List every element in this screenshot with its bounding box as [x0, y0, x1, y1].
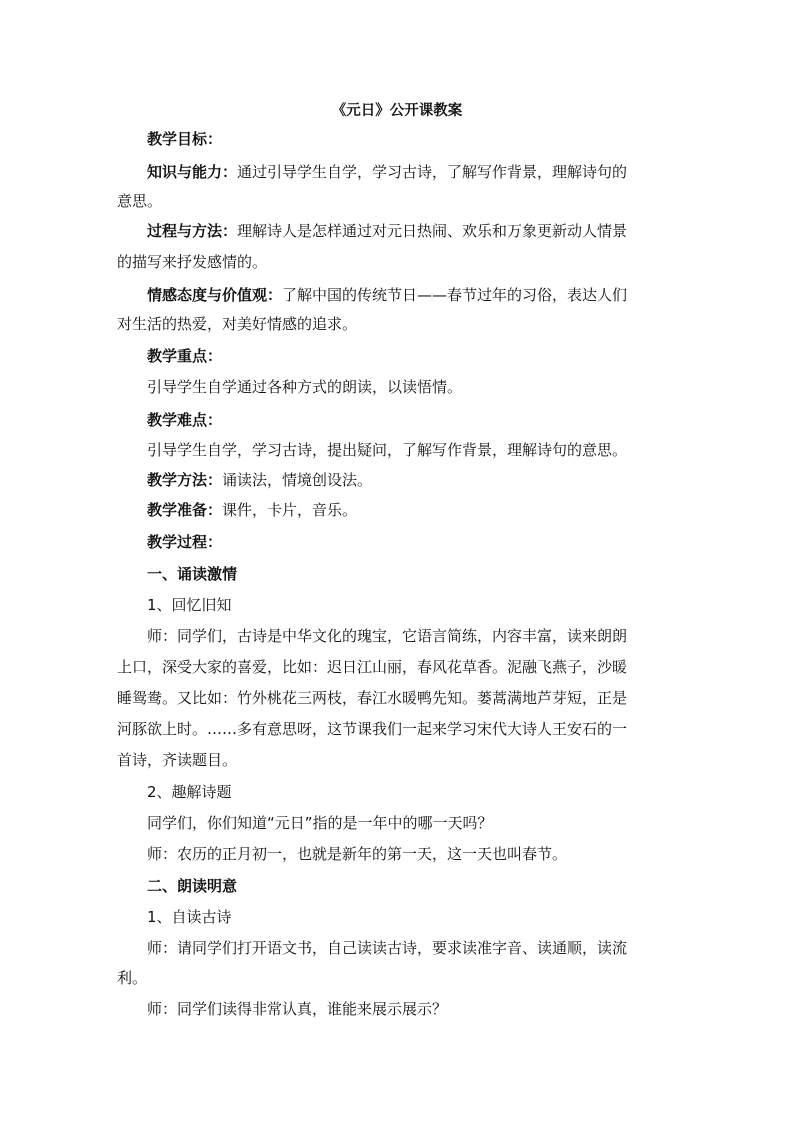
procedure-heading: 教学过程：	[147, 533, 223, 551]
teacher-1-line-2: 上口，深受大家的喜爱，比如：迟日江山丽，春风花草香。泥融飞燕子，沙暖	[117, 658, 628, 676]
attitude-text: 了解中国的传统节日——春节过年的习俗，表达人们	[282, 286, 628, 304]
method-label: 教学方法：	[147, 471, 223, 489]
document-title: 《元日》公开课教案	[331, 103, 463, 119]
objectives-heading: 教学目标：	[147, 130, 223, 148]
teacher-1-line-1: 师：同学们，古诗是中华文化的瑰宝，它语言简练，内容丰富，读来朗朗	[147, 627, 628, 645]
section-1-heading: 一、诵读激情	[147, 565, 238, 583]
process-text: 理解诗人是怎样通过对元日热闹、欢乐和万象更新动人情景	[237, 222, 628, 240]
prep-text: 课件，卡片，音乐。	[222, 501, 358, 519]
difficulty-text: 引导学生自学，学习古诗，提出疑问，了解写作背景，理解诗句的意思。	[147, 441, 628, 459]
section-2-heading: 二、朗读明意	[147, 877, 238, 895]
knowledge-label: 知识与能力：	[147, 163, 238, 181]
difficulty-heading: 教学难点：	[147, 411, 223, 429]
teacher-4: 师：同学们读得非常认真，谁能来展示展示？	[147, 1000, 448, 1018]
attitude-label: 情感态度与价值观：	[147, 286, 283, 304]
teacher-3-line-2: 利。	[117, 969, 148, 987]
teacher-1-line-5: 首诗，齐读题目。	[117, 751, 238, 769]
knowledge-text: 通过引导学生自学，学习古诗，了解写作背景，理解诗句的	[237, 163, 628, 181]
step-1-2: 2、趣解诗题	[147, 783, 232, 801]
teacher-1-line-3: 睡鸳鸯。又比如：竹外桃花三两枝，春江水暖鸭先知。蒌蒿满地芦芽短，正是	[117, 689, 628, 707]
key-points-text: 引导学生自学通过各种方式的朗读，以读悟情。	[147, 378, 463, 396]
knowledge-paragraph-line-2: 意思。	[117, 192, 163, 210]
prep-label: 教学准备：	[147, 501, 223, 519]
teaching-method	[147, 470, 372, 490]
teaching-preparation	[147, 500, 357, 520]
attitude-paragraph-line-1	[147, 285, 627, 305]
step-1-1: 1、回忆旧知	[147, 596, 232, 614]
method-text: 诵读法，情境创设法。	[222, 471, 373, 489]
question-1: 同学们，你们知道“元日”指的是一年中的哪一天吗？	[147, 814, 493, 832]
step-2-1: 1、自读古诗	[147, 908, 232, 926]
teacher-3-line-1: 师：请同学们打开语文书，自己读读古诗，要求读准字音、读通顺，读流	[147, 939, 628, 957]
attitude-paragraph-line-2: 对生活的热爱，对美好情感的追求。	[117, 315, 358, 333]
teacher-1-line-4: 河豚欲上时。……多有意思呀，这节课我们一起来学习宋代大诗人王安石的一	[117, 720, 628, 738]
knowledge-paragraph-line-1	[147, 162, 627, 182]
key-points-heading: 教学重点：	[147, 347, 223, 365]
process-paragraph-line-2: 的描写来抒发感情的。	[117, 253, 268, 271]
process-paragraph-line-1	[147, 221, 627, 241]
teacher-2: 师：农历的正月初一，也就是新年的第一天，这一天也叫春节。	[147, 845, 568, 863]
process-label: 过程与方法：	[147, 222, 238, 240]
